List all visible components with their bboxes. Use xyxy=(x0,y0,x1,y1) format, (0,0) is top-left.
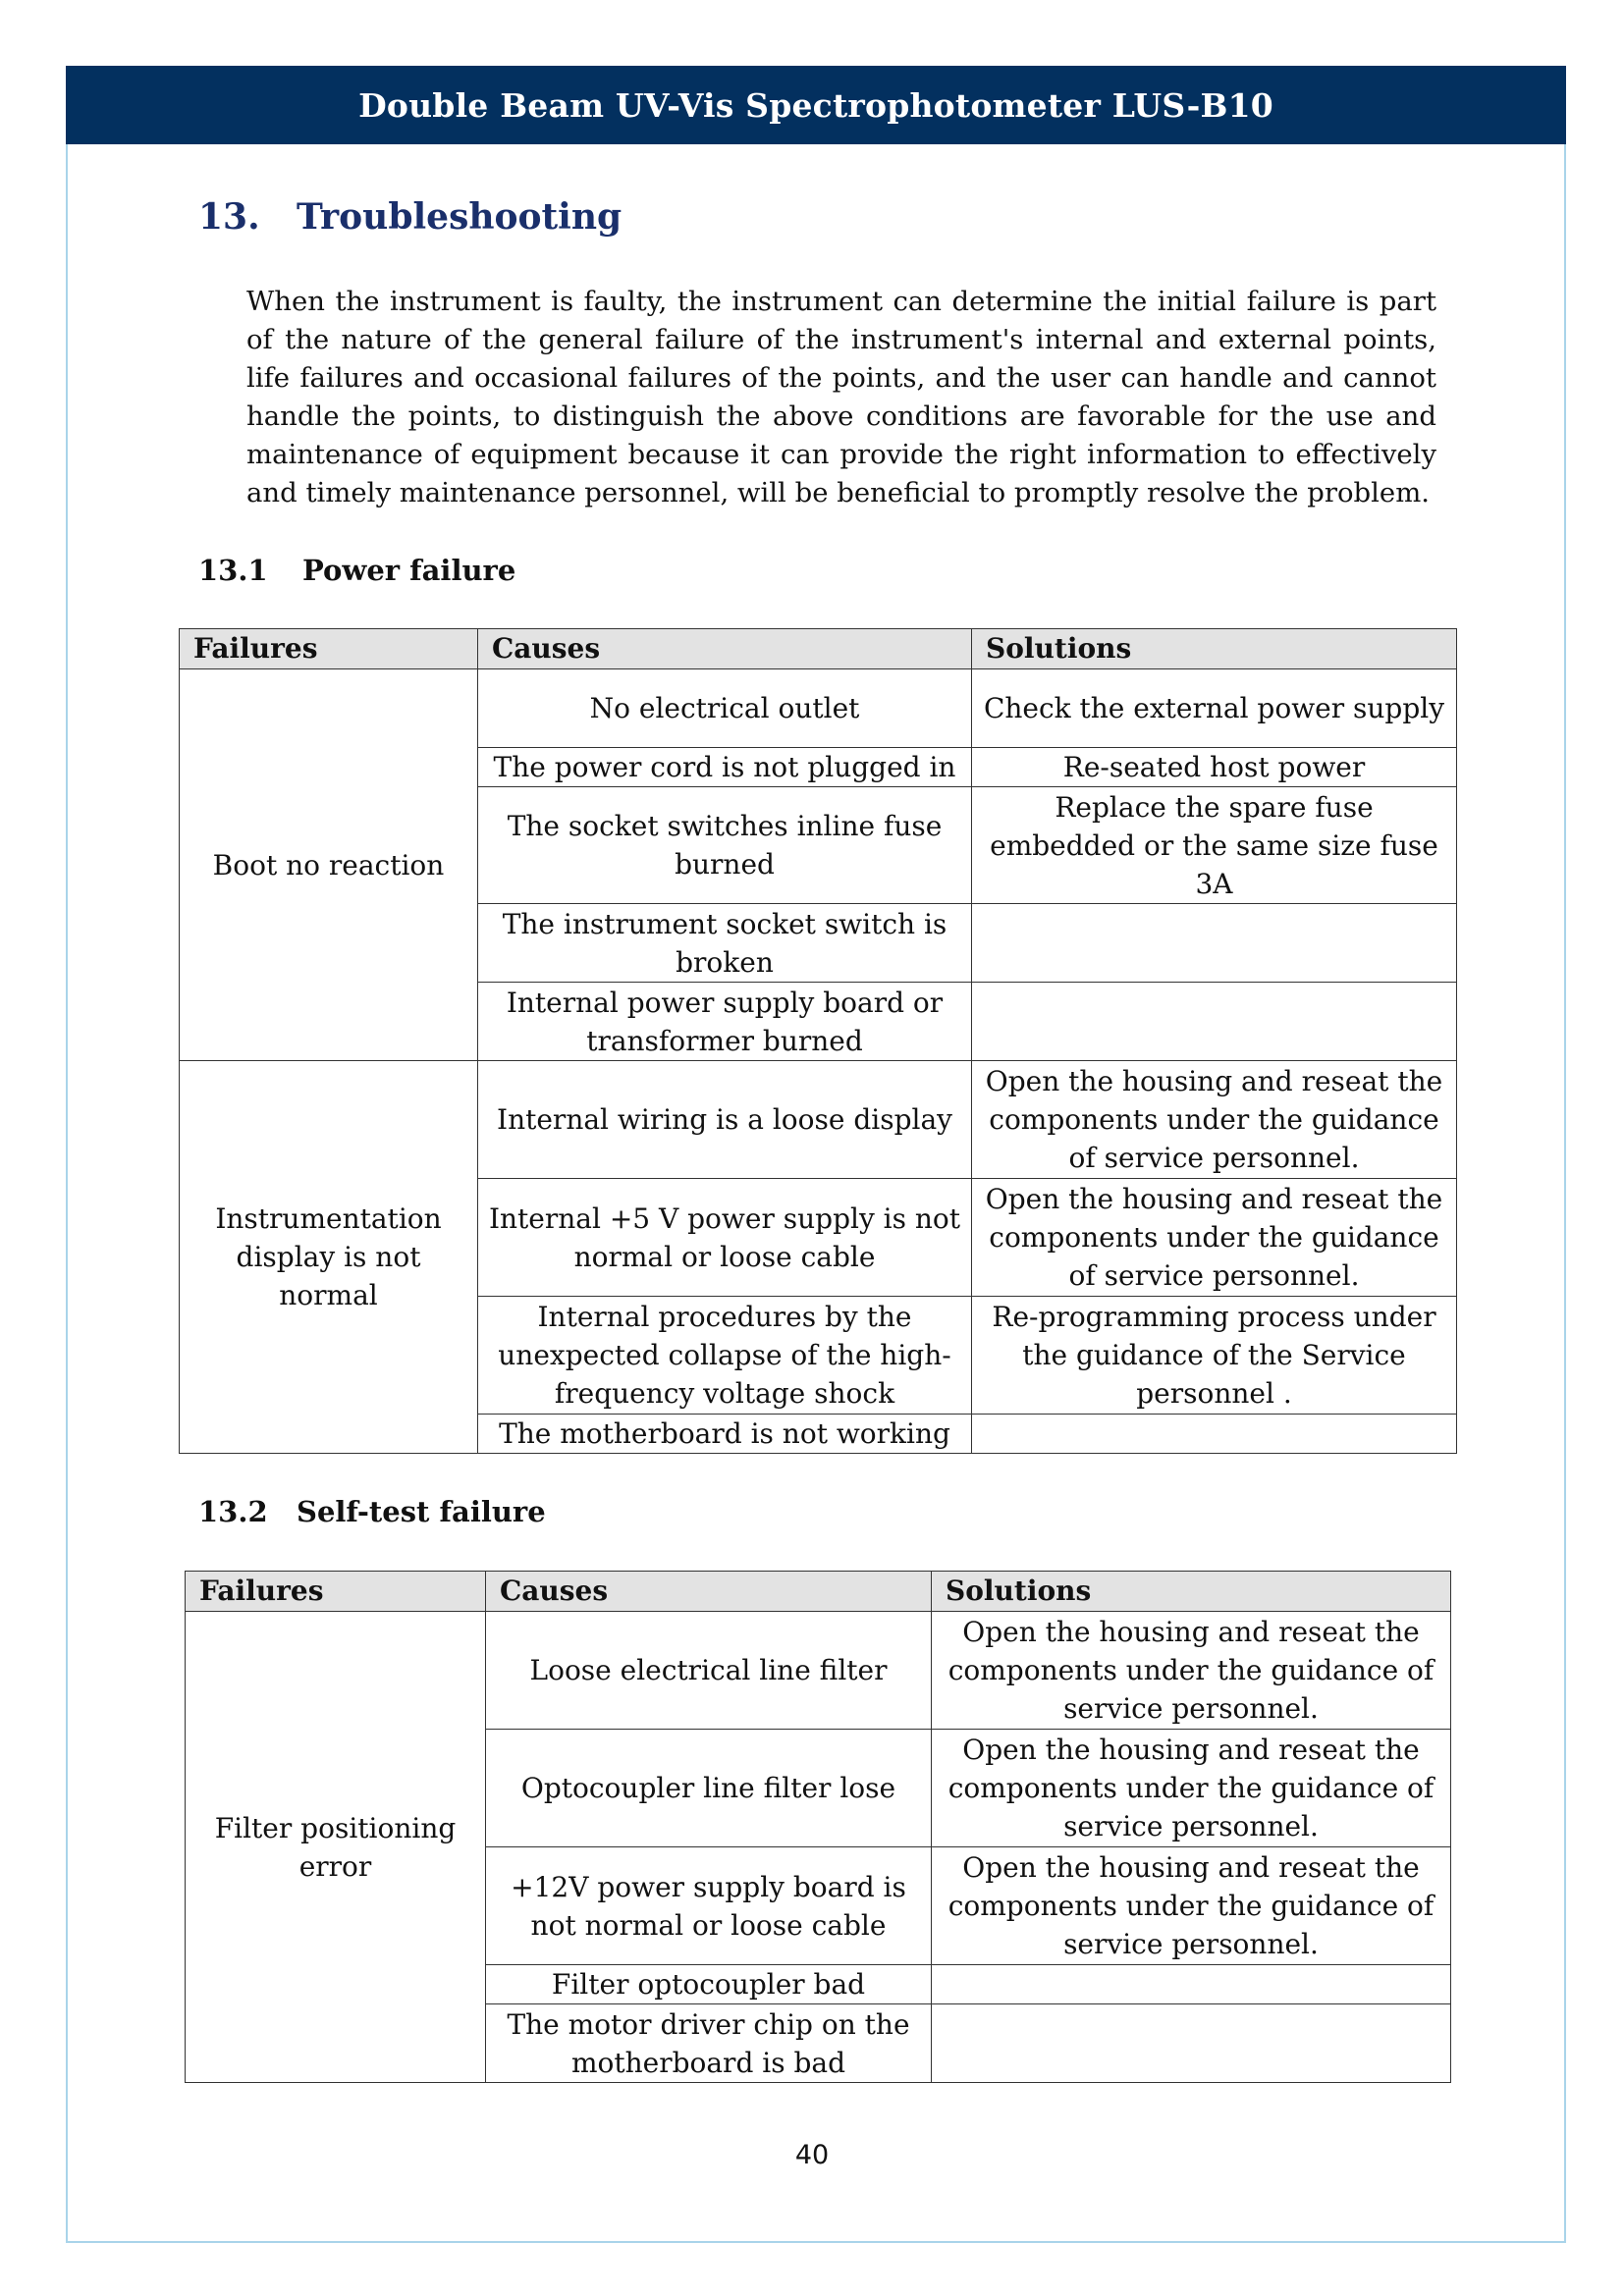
failure-cell: Boot no reaction xyxy=(180,669,478,1061)
table-header-row xyxy=(186,1572,1451,1612)
power-failure-table xyxy=(179,628,1457,1454)
solution-cell: Open the housing and reseat the components under the guidance of service personnel. xyxy=(932,1612,1451,1730)
cause-cell: The instrument socket switch is broken xyxy=(478,904,972,983)
page-number: 40 xyxy=(794,2140,830,2170)
subsection-heading-power-failure xyxy=(198,554,515,587)
section-heading xyxy=(198,196,622,238)
cause-cell: +12V power supply board is not normal or loose cable xyxy=(486,1847,932,1965)
subsection-heading-self-test-failure xyxy=(198,1495,546,1528)
cause-cell: The power cord is not plugged in xyxy=(478,748,972,787)
header-failures: Failures xyxy=(180,629,478,669)
solution-cell: Open the housing and reseat the components under the guidance of service personnel. xyxy=(972,1179,1457,1297)
subsection-title: Self-test failure xyxy=(297,1495,546,1528)
cause-cell: Loose electrical line filter xyxy=(486,1612,932,1730)
solution-cell: Re-programming process under the guidance of the Service personnel . xyxy=(972,1297,1457,1415)
cause-cell: The motor driver chip on the motherboard is bad xyxy=(486,2004,932,2083)
failure-cell: Filter positioning error xyxy=(186,1612,486,2083)
table-row xyxy=(186,1612,1451,1730)
solution-cell: Re-seated host power xyxy=(972,748,1457,787)
document-title: Double Beam UV-Vis Spectrophotometer LUS-B10 xyxy=(358,85,1273,125)
cause-cell: Filter optocoupler bad xyxy=(486,1965,932,2004)
cause-cell: Optocoupler line filter lose xyxy=(486,1730,932,1847)
solution-cell xyxy=(972,904,1457,983)
table-header-row xyxy=(180,629,1457,669)
header-causes: Causes xyxy=(478,629,972,669)
cause-cell: The motherboard is not working xyxy=(478,1415,972,1454)
table-row xyxy=(180,669,1457,748)
cause-cell: Internal power supply board or transformer burned xyxy=(478,983,972,1061)
solution-cell xyxy=(932,2004,1451,2083)
header-causes: Causes xyxy=(486,1572,932,1612)
header-solutions: Solutions xyxy=(932,1572,1451,1612)
solution-cell: Open the housing and reseat the components under the guidance of service personnel. xyxy=(972,1061,1457,1179)
subsection-title: Power failure xyxy=(302,554,516,587)
failure-cell: Instrumentation display is not normal xyxy=(180,1061,478,1454)
header-solutions: Solutions xyxy=(972,629,1457,669)
cause-cell: Internal procedures by the unexpected collapse of the high-frequency voltage shock xyxy=(478,1297,972,1415)
section-title: Troubleshooting xyxy=(297,196,623,238)
header-failures: Failures xyxy=(186,1572,486,1612)
section-number: 13. xyxy=(198,196,260,238)
solution-cell: Replace the spare fuse embedded or the same size fuse 3A xyxy=(972,787,1457,904)
cause-cell: The socket switches inline fuse burned xyxy=(478,787,972,904)
solution-cell xyxy=(972,1415,1457,1454)
table-row xyxy=(180,1061,1457,1179)
solution-cell xyxy=(972,983,1457,1061)
cause-cell: No electrical outlet xyxy=(478,669,972,748)
cause-cell: Internal +5 V power supply is not normal or loose cable xyxy=(478,1179,972,1297)
subsection-number: 13.2 xyxy=(198,1495,268,1528)
solution-cell: Open the housing and reseat the components under the guidance of service personnel. xyxy=(932,1847,1451,1965)
solution-cell xyxy=(932,1965,1451,2004)
solution-cell: Open the housing and reseat the components under the guidance of service personnel. xyxy=(932,1730,1451,1847)
document-header xyxy=(66,66,1566,144)
solution-cell: Check the external power supply xyxy=(972,669,1457,748)
subsection-number: 13.1 xyxy=(198,554,268,587)
intro-paragraph: When the instrument is faulty, the instrument can determine the initial failure is part of the nature of the general failure of the instrument's internal and external points, life failures and occasional failures of the points, and the user can handle and cannot handle the points, to distinguish the above conditions are favorable for the use and maintenance of equipment because it can provide the right information to effectively and timely maintenance personnel, will be beneficial to promptly resolve the problem. xyxy=(246,286,1436,508)
self-test-failure-table xyxy=(185,1571,1451,2083)
cause-cell: Internal wiring is a loose display xyxy=(478,1061,972,1179)
